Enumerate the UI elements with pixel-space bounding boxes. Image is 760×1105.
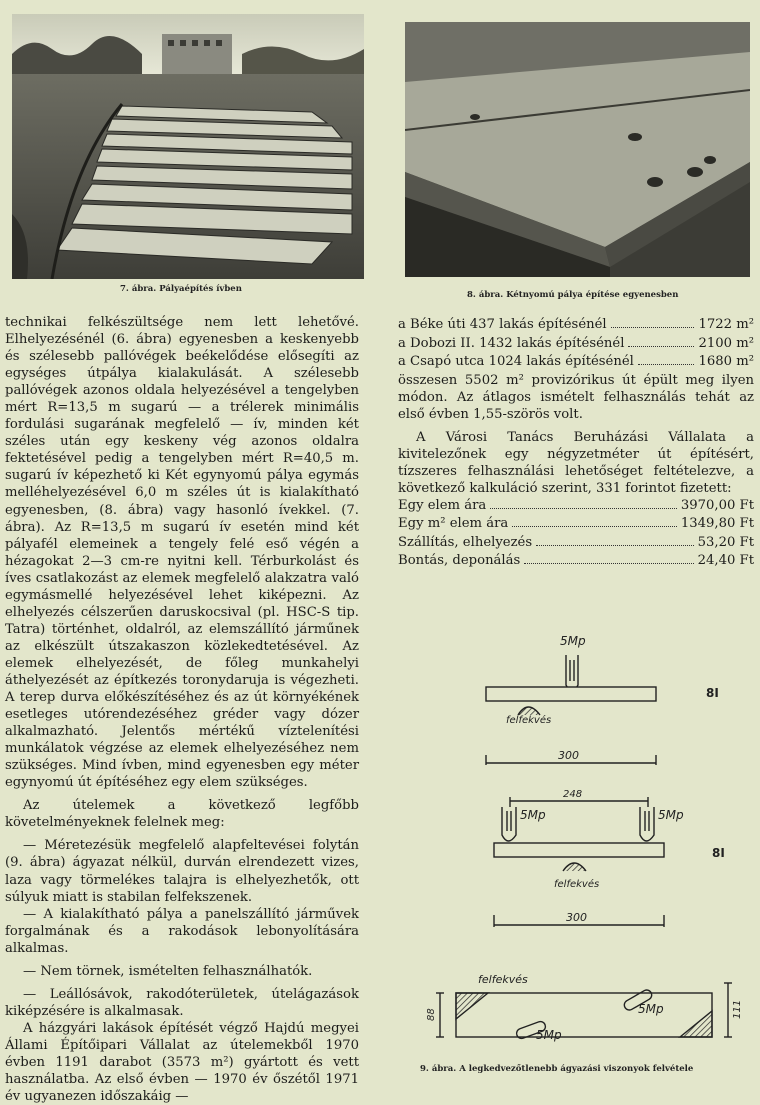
- cost-row-label: Egy elem ára: [398, 497, 487, 513]
- section-mark: 8I: [706, 686, 719, 700]
- left-paragraph-2: Az útelemek a következő legfőbb követelményeknek felelnek meg:: [5, 798, 359, 831]
- left-list-item-4: — Leállósávok, rakodóterületek, útelágazások kiképzésére is alkalmasak.: [5, 986, 359, 1019]
- cost-row-label: Bontás, deponálás: [398, 553, 521, 569]
- cost-row-label: Egy m² elem ára: [398, 516, 509, 532]
- summary-paragraph: összesen 5502 m² provizórikus út épült meg ilyen módon. Az átlagos ismételt felhasználás tehát az első évben 1,55-szörös volt.: [398, 372, 754, 422]
- area-row: [398, 353, 754, 372]
- figure-9-diagram: [398, 615, 758, 1055]
- figure-8-caption: 8. ábra. Kétnyomú pálya építése egyenesben: [467, 290, 679, 300]
- figure-9-caption: 9. ábra. A legkedvezőtlenebb ágyazási viszonyok felvétele: [420, 1064, 694, 1074]
- dimension-label: 300: [566, 911, 587, 924]
- calculation-paragraph: A Városi Tanács Beruházási Vállalata a kivitelezőnek egy négyzetméter út építésért, tízszeres felhasználási lehetőséget feltételezve, a következő kalkuláció szerint, 331 forintot fizetett:: [398, 429, 754, 496]
- load-label: 5Mp: [560, 634, 586, 648]
- cost-row: [398, 497, 754, 516]
- figure-8-photo: [405, 22, 750, 277]
- left-list-item-2: — A kialakítható pálya a panelszállító járművek forgalmának és a rakodások lebonyolítására alkalmas.: [5, 906, 359, 956]
- section-mark: 8I: [712, 846, 725, 860]
- left-column: [5, 314, 359, 1105]
- dimension-label: 300: [558, 749, 579, 762]
- support-label: felfekvés: [554, 879, 600, 890]
- left-paragraph-1: technikai felkészültsége nem lett lehetővé. Elhelyezésénél (6. ábra) egyenesben a keskenyebb és szélesebb pallóvégek beékelődése elősegíti az egységes útpálya kialakulását. A szélesebb pallóvégek azonos oldala helyezésével a tengelyben mért R=13,5 m sugarú — a trélerek minimális fordulási sugarának megfelelő — ív, minden két széles után egy keskeny vég azonos oldalra fektetésével pedig a tengelyben mért R=40,5 m. sugarú ív képezhető ki Két egynyomú pálya egymás melléhelyezésével 6,0 m széles út is kialakítható egyenesben, (8. ábra) vagy hasonló ívekkel. (7. ábra). Az R=13,5 m sugarú ív esetén mind két pályafél elemeinek a tengely felé eső végén a hézagokat 2—3 cm-re nyitni kell. Térburkolást és íves csatlakozást az elemek megfelelő alakzatra való egymásmellé helyezésével lehet kiképezni. Az elhelyezés célszerűen daruskocsival (pl. HSC-S tip. Tatra) történhet, oldalról, az elemszállító járműnek az elkészült útszakaszon közlekedtetésével. Az elemek elhelyezését, de főleg munkahelyi áthelyezését az építkezés toronydaruja is végezheti. A terep durva előkészítéséhez és az út környékének esetleges utórendezéséhez gréder vagy dózer alkalmazható. Jelentős mértékű víztelenítési munkálatok végzése az elemek elhelyezéséhez nem szükséges. Mind ívben, mind egyenesben egy méter egynyomú út építéséhez egy elem szükséges.: [5, 315, 359, 791]
- right-column: [398, 316, 754, 571]
- area-row-label: a Csapó utca 1024 lakás építésénél: [398, 354, 634, 369]
- cost-row-value: 3970,00 Ft: [680, 497, 754, 513]
- load-label: 5Mp: [520, 808, 546, 822]
- figure-7-caption: 7. ábra. Pályaépítés ívben: [120, 284, 242, 294]
- cost-row-value: 1349,80 Ft: [680, 516, 754, 532]
- dimension-label: 111: [732, 999, 743, 1019]
- area-row-label: a Dobozi II. 1432 lakás építésénél: [398, 335, 625, 351]
- area-row-value: 2100 m²: [698, 335, 754, 351]
- support-label: felfekvés: [506, 715, 552, 726]
- dimension-label: 88: [426, 1008, 437, 1021]
- area-row-label: a Béke úti 437 lakás építésénél: [398, 317, 607, 332]
- area-row-value: 1680 m²: [698, 354, 754, 369]
- cost-row-value: 24,40 Ft: [697, 553, 754, 569]
- left-list-item-3: — Nem törnek, ismételten felhasználhatók.: [23, 963, 313, 979]
- cost-row: [398, 534, 754, 553]
- left-list-item-1: — Méretezésük megfelelő alapfeltevései folytán (9. ábra) ágyazat nélkül, durván elrendezett vizes, laza vagy törmelékes talajra is elhelyezhetők, ott súlyuk miatt is stabilan felfekszenek.: [5, 838, 359, 905]
- figure-7-photo: [12, 14, 364, 279]
- cost-row-label: Szállítás, elhelyezés: [398, 534, 533, 550]
- load-label: 5Mp: [638, 1002, 664, 1016]
- left-paragraph-3: A házgyári lakások építését végző Hajdú megyei Állami Építőipari Vállalat az útelemekből 1970 évben 1191 darabot (3573 m²) gyártott és vett használatba. Az első évben — 1970 év őszétől 1971 év ugyanezen időszakáig —: [5, 1020, 359, 1105]
- load-label: 5Mp: [658, 808, 684, 822]
- cost-row-value: 53,20 Ft: [697, 534, 754, 550]
- area-row: [398, 335, 754, 354]
- load-label: 5Mp: [536, 1028, 562, 1042]
- area-row-value: 1722 m²: [698, 317, 754, 332]
- cost-row: [398, 552, 754, 571]
- support-label: felfekvés: [478, 973, 528, 986]
- area-row: [398, 316, 754, 335]
- cost-row: [398, 515, 754, 534]
- dimension-label: 248: [563, 789, 583, 800]
